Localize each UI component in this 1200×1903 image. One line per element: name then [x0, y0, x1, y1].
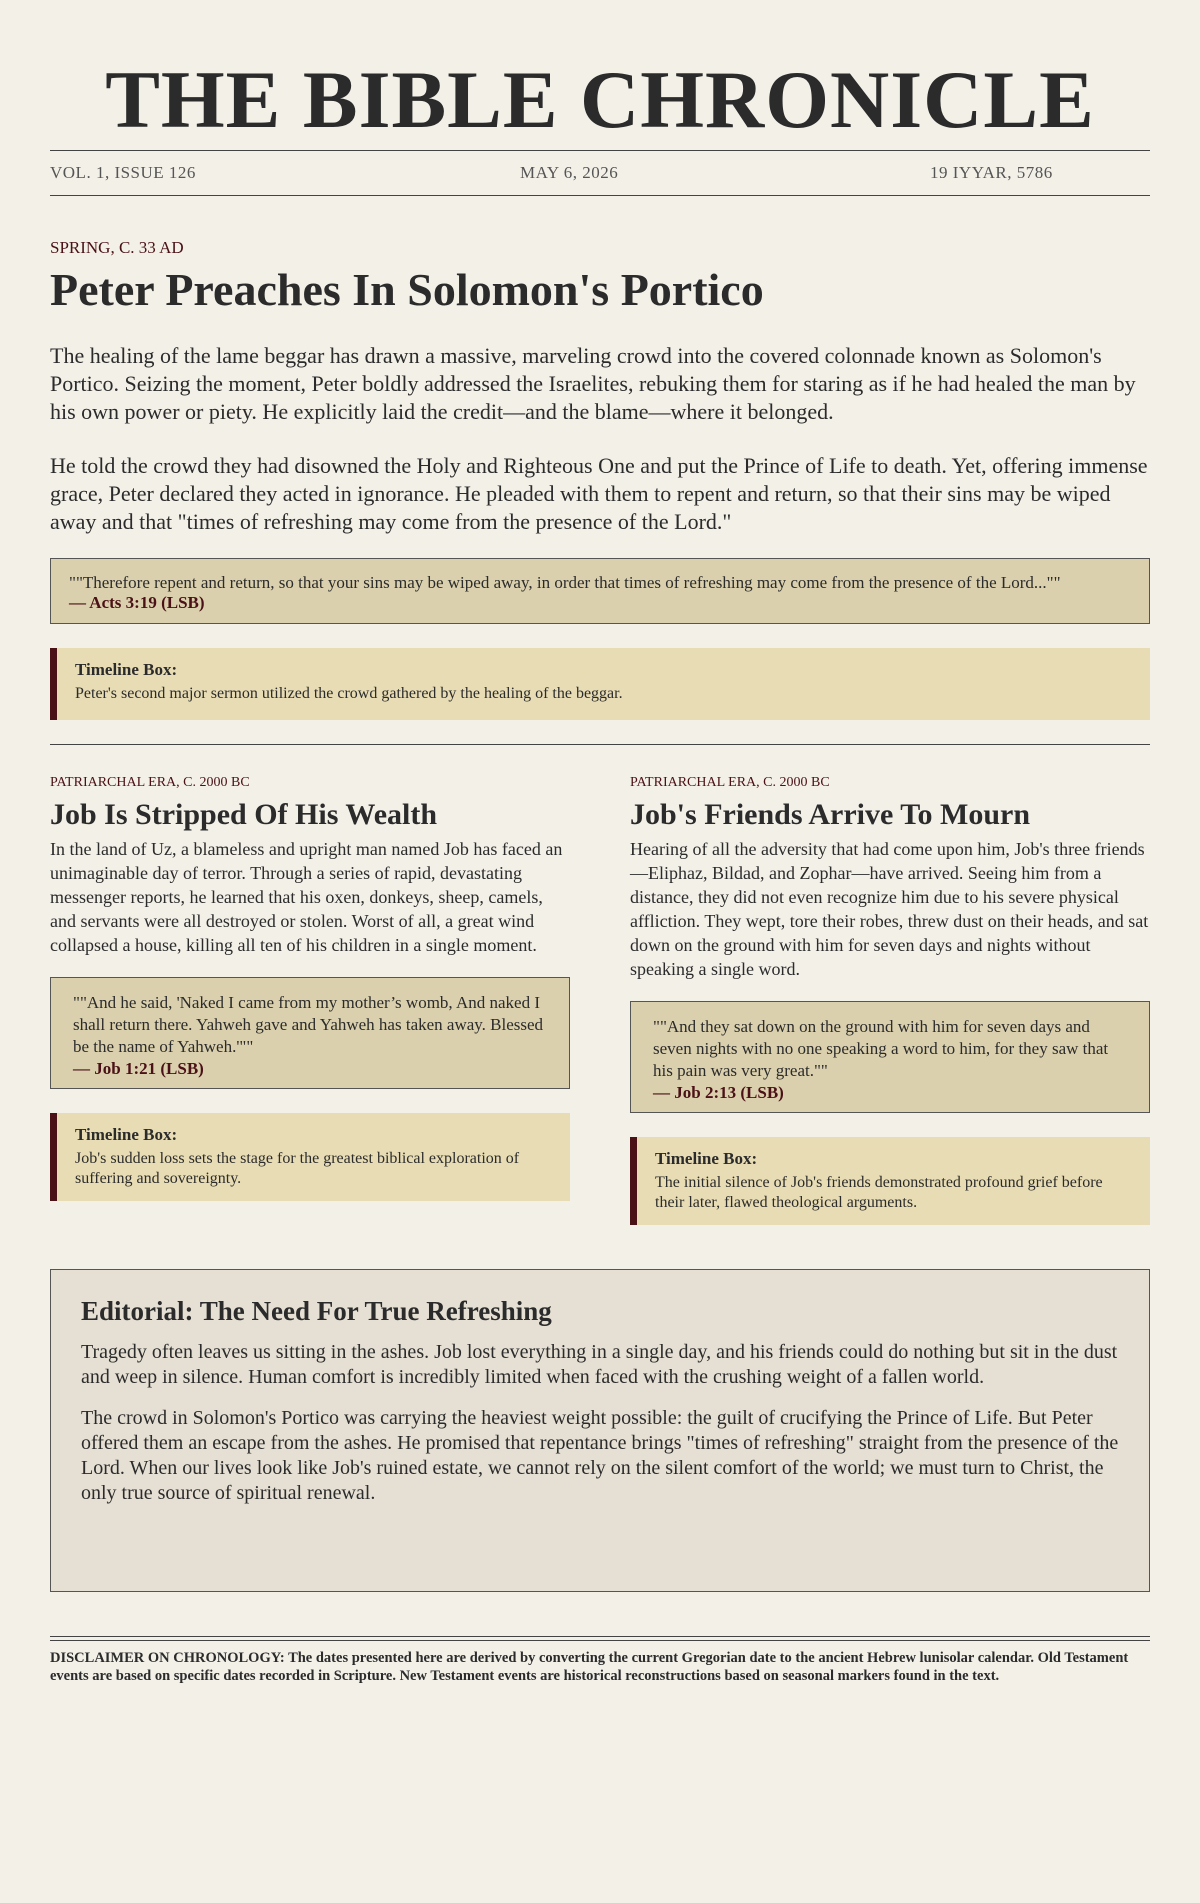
quote-text: ""And they sat down on the ground with him for seven days and seven nights with no one speaking a word to him, for they saw that his pain was very great.""	[653, 1017, 1109, 1080]
lead-article	[50, 238, 1150, 720]
hebrew-date: 19 IYYAR, 5786	[930, 163, 1053, 182]
left-body: In the land of Uz, a blameless and upright man named Job has faced an unimaginable day of terror. Through a series of rapid, devastating messenger reports, he learned that his oxen, donkeys, sheep, camels, and servants were all destroyed or stolen. Worst of all, a great wind collapsed a house, killing all ten of his children in a single moment.	[50, 839, 563, 955]
lead-paragraph: The healing of the lame beggar has drawn a massive, marveling crowd into the covered colonnade known as Solomon's Portico. Seizing the moment, Peter boldly addressed the Israelites, rebuking them for staring as if he had healed the man by his own power or piety. He explicitly laid the credit—and the blame—where it belonged.	[50, 343, 1136, 424]
dateline	[50, 150, 1150, 196]
timeline-body: Peter's second major sermon utilized the crowd gathered by the healing of the beggar.	[75, 685, 623, 702]
editorial-title: Editorial: The Need For True Refreshing	[81, 1296, 552, 1326]
masthead	[50, 0, 1150, 196]
editorial-box	[50, 1269, 1150, 1592]
timeline-body: The initial silence of Job's friends demonstrated profound grief before their later, flawed theological arguments.	[655, 1174, 1103, 1211]
left-headline: Job Is Stripped Of His Wealth	[50, 798, 438, 831]
quote-citation: — Acts 3:19 (LSB)	[69, 593, 205, 612]
lead-scripture-quote	[50, 558, 1150, 624]
right-headline: Job's Friends Arrive To Mourn	[630, 798, 1031, 831]
right-scripture-quote	[630, 1001, 1150, 1113]
masthead-title: THE BIBLE CHRONICLE	[105, 54, 1095, 145]
lead-paragraph: He told the crowd they had disowned the Holy and Righteous One and put the Prince of Life to death. Yet, offering immense grace, Peter declared they acted in ignorance. He pleaded with them to repent and return, so that their sins may be wiped away and that "times of refreshing may come from the presence of the Lord."	[50, 453, 1148, 534]
lead-headline: Peter Preaches In Solomon's Portico	[50, 264, 764, 315]
left-kicker: PATRIARCHAL ERA, C. 2000 BC	[50, 775, 250, 790]
quote-citation: — Job 2:13 (LSB)	[653, 1083, 784, 1102]
quote-citation: — Job 1:21 (LSB)	[73, 1059, 204, 1078]
volume-issue: VOL. 1, ISSUE 126	[50, 163, 196, 182]
lead-body	[50, 342, 1150, 536]
right-body: Hearing of all the adversity that had come upon him, Job's three friends—Eliphaz, Bildad, and Zophar—have arrived. Seeing him from a distance, they did not even recognize him due to his severe physical affliction. They wept, tore their robes, threw dust on their heads, and sat down on the ground with him for seven days and nights without speaking a single word.	[630, 839, 1149, 979]
footer-double-rule	[50, 1636, 1150, 1641]
right-kicker: PATRIARCHAL ERA, C. 2000 BC	[630, 775, 830, 790]
left-scripture-quote	[50, 977, 570, 1089]
timeline-heading: Timeline Box:	[655, 1149, 758, 1168]
editorial-paragraph: Tragedy often leaves us sitting in the ashes. Job lost everything in a single day, and his friends could do nothing but sit in the dust and weep in silence. Human comfort is incredibly limited when faced with the crushing weight of a fallen world.	[81, 1341, 1118, 1388]
lead-timeline-box	[50, 648, 1150, 720]
timeline-heading: Timeline Box:	[75, 1125, 178, 1144]
left-timeline-box	[50, 1113, 570, 1201]
right-article	[630, 775, 1150, 1225]
lead-kicker: SPRING, C. 33 AD	[50, 238, 184, 257]
chronology-disclaimer: DISCLAIMER ON CHRONOLOGY: The dates presented here are derived by converting the current Gregorian date to the ancient Hebrew lunisolar calendar. Old Testament events are based on specific dates recorded in Scripture. New Testament events are historical reconstructions based on seasonal markers found in the text.	[50, 1650, 1129, 1684]
editorial-paragraph: The crowd in Solomon's Portico was carrying the heaviest weight possible: the guilt of crucifying the Prince of Life. But Peter offered them an escape from the ashes. He promised that repentance brings "times of refreshing" straight from the presence of the Lord. When our lives look like Job's ruined estate, we cannot rely on the silent comfort of the world; we must turn to Christ, the only true source of spiritual renewal.	[81, 1407, 1119, 1504]
left-article	[50, 775, 570, 1225]
two-column-section	[50, 775, 1150, 1225]
quote-text: ""And he said, 'Naked I came from my mother’s womb, And naked I shall return there. Yahweh gave and Yahweh has taken away. Blessed be the name of Yahweh.'""	[73, 993, 544, 1056]
gregorian-date: MAY 6, 2026	[520, 163, 619, 182]
timeline-heading: Timeline Box:	[75, 660, 178, 679]
timeline-body: Job's sudden loss sets the stage for the greatest biblical exploration of suffering and sovereignty.	[75, 1150, 520, 1187]
right-timeline-box	[630, 1137, 1150, 1225]
quote-text: ""Therefore repent and return, so that your sins may be wiped away, in order that times of refreshing may come from the presence of the Lord...""	[69, 573, 1061, 592]
section-divider	[50, 744, 1150, 745]
